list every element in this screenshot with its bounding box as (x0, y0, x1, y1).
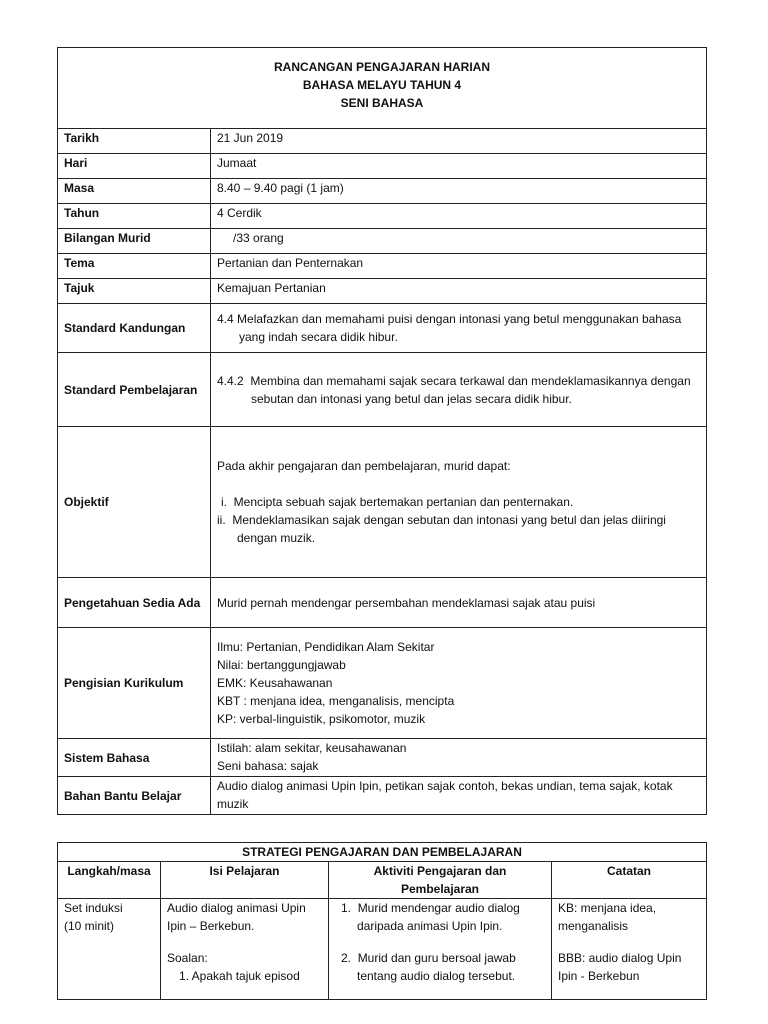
label-tarikh: Tarikh (58, 129, 211, 154)
value-tahun: 4 Cerdik (211, 204, 707, 229)
label-bahan-bantu-belajar: Bahan Bantu Belajar (58, 777, 211, 815)
label-hari: Hari (58, 154, 211, 179)
pk-line-5: KP: verbal-linguistik, psikomotor, muzik (217, 712, 426, 726)
sb-line-2: Seni bahasa: sajak (217, 759, 319, 773)
value-standard-pembelajaran (211, 353, 707, 427)
lesson-plan-table (57, 47, 707, 815)
row-tarikh (58, 129, 707, 154)
value-bilangan: /33 orang (211, 229, 707, 254)
label-standard-kandungan: Standard Kandungan (58, 304, 211, 353)
row-hari (58, 154, 707, 179)
isi-text: Audio dialog animasi Upin Ipin – Berkebun. (167, 901, 306, 933)
value-pengetahuan-sedia-ada: Murid pernah mendengar persembahan mendeklamasi sajak atau puisi (211, 578, 707, 628)
langkah-line-1: Set induksi (64, 901, 123, 915)
aktiviti-item-2: 2. Murid dan guru bersoal jawab tentang audio dialog tersebut. (341, 951, 516, 983)
label-tema: Tema (58, 254, 211, 279)
langkah-line-2: (10 minit) (64, 919, 115, 933)
col-catatan: Catatan (552, 862, 707, 899)
value-tajuk: Kemajuan Pertanian (211, 279, 707, 304)
cell-langkah (58, 899, 161, 1000)
value-objektif (211, 427, 707, 578)
objektif-intro: Pada akhir pengajaran dan pembelajaran, murid dapat: (217, 459, 511, 473)
row-bahan-bantu-belajar (58, 777, 707, 815)
label-masa: Masa (58, 179, 211, 204)
value-hari: Jumaat (211, 154, 707, 179)
value-tarikh: 21 Jun 2019 (211, 129, 707, 154)
sk-number: 4.4 (217, 312, 234, 326)
catatan-bbb: BBB: audio dialog Upin Ipin - Berkebun (558, 951, 682, 983)
label-tajuk: Tajuk (58, 279, 211, 304)
label-sistem-bahasa: Sistem Bahasa (58, 739, 211, 777)
strategy-title: STRATEGI PENGAJARAN DAN PEMBELAJARAN (58, 843, 707, 862)
label-objektif: Objektif (58, 427, 211, 578)
col-isi: Isi Pelajaran (161, 862, 329, 899)
cell-catatan (552, 899, 707, 1000)
strategy-table (57, 842, 707, 1000)
row-objektif (58, 427, 707, 578)
strategy-row-set-induksi (58, 899, 707, 1000)
sp-number: 4.4.2 (217, 373, 244, 388)
objektif-item-1: i. Mencipta sebuah sajak bertemakan pertanian dan penternakan. (221, 495, 574, 509)
isi-soalan: Soalan: (167, 951, 208, 965)
sp-text: Membina dan memahami sajak secara terkawal dan mendeklamasikannya dengan sebutan dan intonasi yang betul dan jelas secara didik hibur. (250, 373, 691, 406)
header-line-3: SENI BAHASA (340, 96, 424, 110)
value-sistem-bahasa (211, 739, 707, 777)
plan-header (58, 48, 707, 129)
row-tahun (58, 204, 707, 229)
isi-q1: 1. Apakah tajuk episod (179, 969, 300, 983)
row-pengisian-kurikulum (58, 628, 707, 739)
value-pengisian-kurikulum (211, 628, 707, 739)
aktiviti-item-1: 1. Murid mendengar audio dialog daripada animasi Upin Ipin. (341, 901, 520, 933)
row-tajuk (58, 279, 707, 304)
cell-aktiviti (329, 899, 552, 1000)
label-pengetahuan-sedia-ada: Pengetahuan Sedia Ada (58, 578, 211, 628)
pk-line-2: Nilai: bertanggungjawab (217, 658, 346, 672)
value-tema: Pertanian dan Penternakan (211, 254, 707, 279)
sk-text: Melafazkan dan memahami puisi dengan intonasi yang betul menggunakan bahasa yang indah secara didik hibur. (237, 312, 682, 344)
row-standard-kandungan (58, 304, 707, 353)
col-aktiviti: Aktiviti Pengajaran dan Pembelajaran (329, 862, 552, 899)
cell-isi (161, 899, 329, 1000)
catatan-kb: KB: menjana idea, menganalisis (558, 901, 657, 933)
header-line-2: BAHASA MELAYU TAHUN 4 (302, 78, 462, 92)
row-masa (58, 179, 707, 204)
sb-line-1: Istilah: alam sekitar, keusahawanan (217, 741, 407, 755)
row-standard-pembelajaran (58, 353, 707, 427)
objektif-item-2: ii. Mendeklamasikan sajak dengan sebutan dan intonasi yang betul dan jelas diiringi dengan muzik. (217, 513, 666, 545)
value-bahan-bantu-belajar: Audio dialog animasi Upin Ipin, petikan sajak contoh, bekas undian, tema sajak, kotak muzik (211, 777, 707, 815)
pk-line-4: KBT : menjana idea, menganalisis, mencipta (217, 694, 455, 708)
label-pengisian-kurikulum: Pengisian Kurikulum (58, 628, 211, 739)
row-pengetahuan-sedia-ada (58, 578, 707, 628)
col-langkah: Langkah/masa (58, 862, 161, 899)
label-bilangan: Bilangan Murid (58, 229, 211, 254)
row-tema (58, 254, 707, 279)
header-line-1: RANCANGAN PENGAJARAN HARIAN (273, 60, 490, 74)
label-standard-pembelajaran: Standard Pembelajaran (58, 353, 211, 427)
pk-line-1: Ilmu: Pertanian, Pendidikan Alam Sekitar (217, 640, 435, 654)
row-bilangan (58, 229, 707, 254)
value-standard-kandungan (211, 304, 707, 353)
value-masa: 8.40 – 9.40 pagi (1 jam) (211, 179, 707, 204)
row-sistem-bahasa (58, 739, 707, 777)
pk-line-3: EMK: Keusahawanan (217, 676, 333, 690)
label-tahun: Tahun (58, 204, 211, 229)
